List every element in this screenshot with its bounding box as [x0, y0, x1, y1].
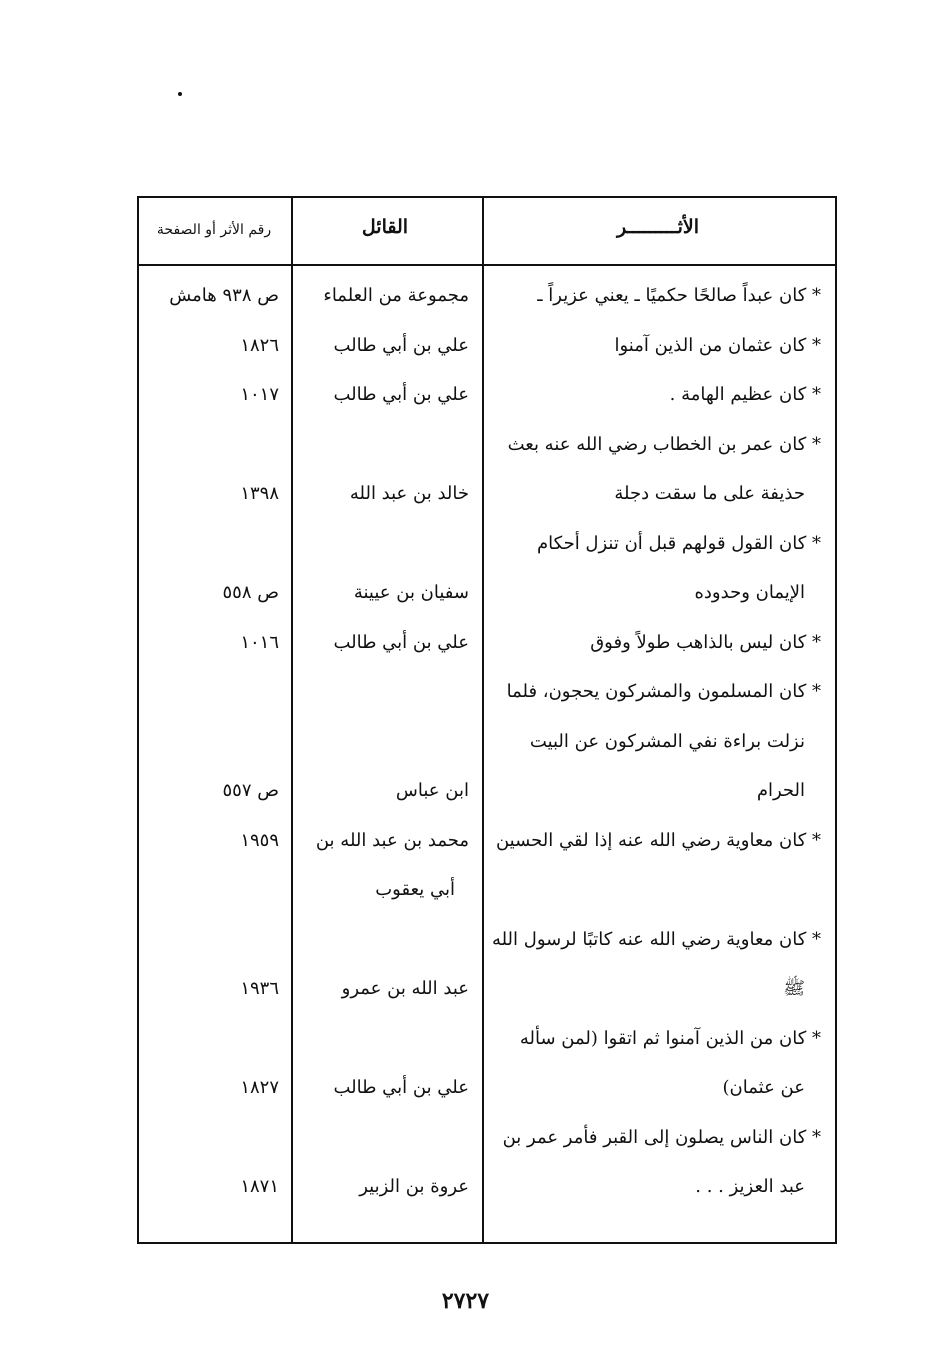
table-row	[139, 1063, 835, 1113]
qail-cell: علي بن أبي طالب	[333, 631, 469, 653]
ref-cell: ١٩٣٦	[240, 978, 279, 999]
table-row	[139, 816, 835, 866]
table-row	[139, 1014, 835, 1064]
index-table	[137, 196, 837, 1244]
qail-cell	[295, 667, 469, 717]
ref-cell	[145, 915, 279, 965]
ref-cell: ١٨٢٧	[240, 1077, 279, 1098]
athar-cell: * كان معاوية رضي الله عنه كاتبًا لرسول الله	[491, 928, 821, 950]
header-athar: الأثـــــــــر	[617, 216, 699, 238]
table-row	[139, 271, 835, 321]
header-ref: رقم الأثر أو الصفحة	[156, 222, 272, 238]
qail-cell	[295, 519, 469, 569]
table-row	[139, 370, 835, 420]
athar-cell: نزلت براءة نفي المشركون عن البيت	[529, 730, 805, 752]
ref-cell: ١٠١٦	[240, 631, 279, 653]
table-row	[139, 667, 835, 717]
qail-cell	[295, 717, 469, 767]
athar-cell: عبد العزيز . . .	[695, 1176, 805, 1197]
ref-cell: ص ٥٥٧	[222, 780, 279, 801]
stray-mark	[178, 92, 182, 96]
ref-cell: ١٨٧١	[240, 1176, 279, 1197]
table-row	[139, 766, 835, 816]
qail-cell: ابن عباس	[395, 780, 469, 801]
ref-cell: ١٠١٧	[240, 384, 279, 405]
ref-cell	[145, 519, 279, 569]
ref-cell	[145, 717, 279, 767]
table-row	[139, 420, 835, 470]
qail-cell: مجموعة من العلماء	[323, 285, 469, 306]
ref-cell: ١٩٥٩	[240, 829, 279, 851]
ref-cell: ١٣٩٨	[240, 483, 279, 504]
athar-cell	[491, 865, 821, 915]
athar-cell: الحرام	[756, 780, 805, 801]
table-row	[139, 964, 835, 1014]
qail-cell: سفيان بن عيينة	[353, 582, 469, 603]
athar-cell: * كان معاوية رضي الله عنه إذا لقي الحسين	[495, 829, 821, 851]
athar-cell: عن عثمان)	[722, 1077, 805, 1098]
athar-cell: * كان عظيم الهامة .	[669, 384, 821, 405]
table-row	[139, 321, 835, 371]
qail-cell	[295, 1113, 469, 1163]
ref-cell	[145, 1014, 279, 1064]
table-row	[139, 717, 835, 767]
ref-cell: ص ٥٥٨	[222, 582, 279, 603]
athar-cell: * كان المسلمون والمشركون يحجون، فلما	[506, 681, 821, 702]
ref-cell	[145, 420, 279, 470]
table-row	[139, 469, 835, 519]
athar-cell: * كان القول قولهم قبل أن تنزل أحكام	[537, 532, 821, 554]
athar-cell: * كان من الذين آمنوا ثم اتقوا (لمن سأله	[519, 1027, 821, 1049]
table-row	[139, 519, 835, 569]
athar-cell: الإيمان وحدوده	[694, 582, 805, 603]
qail-cell	[295, 1014, 469, 1064]
athar-cell: * كان عثمان من الذين آمنوا	[614, 334, 821, 356]
header-qail: القائل	[361, 216, 409, 238]
athar-cell: * كان ليس بالذاهب طولاً وفوق	[590, 631, 821, 653]
athar-cell: حذيفة على ما سقت دجلة	[614, 483, 805, 504]
ref-cell	[145, 865, 279, 915]
table-row	[139, 915, 835, 965]
qail-cell: علي بن أبي طالب	[333, 1077, 469, 1098]
page-number: ٢٧٢٧	[441, 1288, 490, 1314]
table-row	[139, 1113, 835, 1163]
ref-cell: ١٨٢٦	[240, 334, 279, 356]
qail-cell: محمد بن عبد الله بن	[315, 829, 469, 851]
table-row	[139, 568, 835, 618]
table-row	[139, 1162, 835, 1212]
ref-cell: ص ٩٣٨ هامش	[169, 285, 279, 306]
ref-cell	[145, 1113, 279, 1163]
ref-cell	[145, 667, 279, 717]
qail-cell: عروة بن الزبير	[359, 1176, 469, 1197]
athar-cell: * كان عبداً صالحًا حكميًا ـ يعني عزيراً ـ	[537, 285, 821, 306]
athar-cell: * كان الناس يصلون إلى القبر فأمر عمر بن	[502, 1126, 821, 1148]
header-divider	[139, 264, 835, 266]
athar-cell: ﷺ	[783, 978, 805, 999]
table-row	[139, 618, 835, 668]
qail-cell: علي بن أبي طالب	[333, 334, 469, 356]
qail-cell: علي بن أبي طالب	[333, 384, 469, 405]
athar-cell: * كان عمر بن الخطاب رضي الله عنه بعث	[507, 433, 821, 455]
qail-cell: خالد بن عبد الله	[349, 483, 469, 504]
qail-cell: أبي يعقوب	[375, 879, 455, 900]
qail-cell	[295, 915, 469, 965]
qail-cell	[295, 420, 469, 470]
table-row	[139, 865, 835, 915]
qail-cell: عبد الله بن عمرو	[341, 978, 469, 999]
